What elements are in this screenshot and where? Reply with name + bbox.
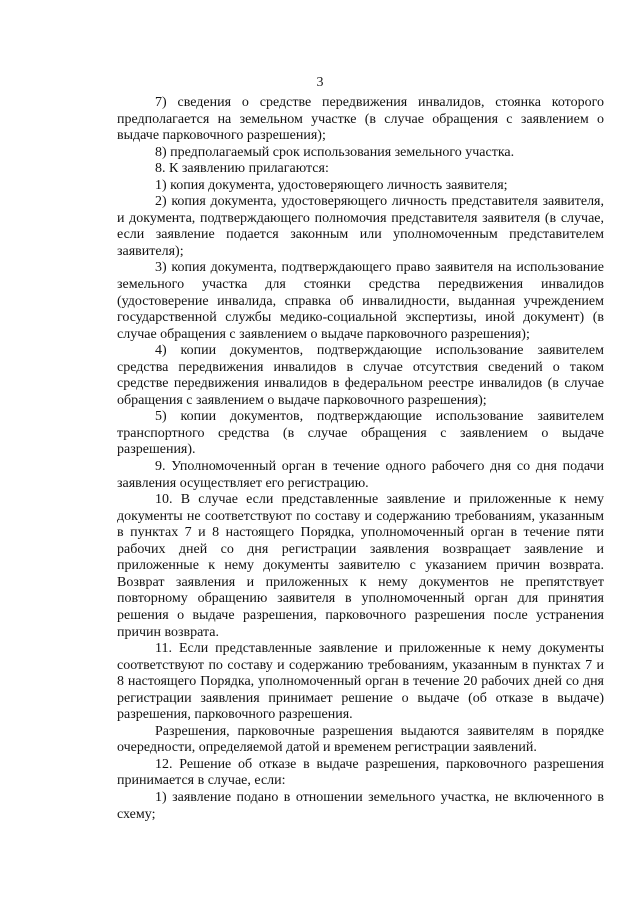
paragraph-section-12: 12. Решение об отказе в выдаче разрешения, парковочного разрешения принимается в случае, если: (117, 756, 604, 789)
paragraph-item-7: 7) сведения о средстве передвижения инвалидов, стоянка которого предполагается на земельном участке (в случае обращения с заявлением о выдаче парковочного разрешения); (117, 95, 604, 144)
paragraph-section-11: 11. Если представленные заявление и приложенные к нему документы соответствуют по составу и содержанию требованиям, указанным в пунктах 7 и 8 настоящего Порядка, уполномоченный орган в течение 20 рабочих дней со дня регистрации заявления принимает решение о выдаче (об отказе в выдаче) разрешения, парковочного разрешения. (117, 641, 604, 723)
paragraph-refusal-1: 1) заявление подано в отношении земельного участка, не включенного в схему; (117, 789, 604, 822)
paragraph-permits-issuance: Разрешения, парковочные разрешения выдаются заявителям в порядке очередности, определяемой датой и временем регистрации заявлений. (117, 723, 604, 756)
paragraph-attachment-1: 1) копия документа, удостоверяющего личность заявителя; (155, 177, 508, 193)
paragraph-attachment-3: 3) копия документа, подтверждающего право заявителя на использование земельного участка для стоянки средства передвижения инвалидов (удостоверение инвалида, справка об инвалидности, выданная учреждением государственной службы медико-социальной экспертизы, иной документ) (в случае обращения с заявлением о выдаче парковочного разрешения); (117, 260, 604, 342)
paragraph-section-9: 9. Уполномоченный орган в течение одного рабочего дня со дня подачи заявления осуществляет его регистрацию. (117, 459, 604, 491)
page-number: 3 (316, 75, 324, 90)
paragraph-item-8: 8) предполагаемый срок использования земельного участка. (155, 144, 515, 160)
paragraph-section-8-heading: 8. К заявлению прилагаются: (155, 161, 329, 177)
paragraph-section-10: 10. В случае если представленные заявление и приложенные к нему документы не соответствуют по составу и содержанию требованиям, указанным в пунктах 7 и 8 настоящего Порядка, уполномоченный орган в течение пяти рабочих дней со дня регистрации заявления возвращает заявление и приложенные к нему документы заявителю с указанием причин возврата. Возврат заявления и приложенных к нему документов не препятствует повторному обращению заявителя в уполномоченный орган для принятия решения о выдаче разрешения, парковочного разрешения после устранения причин возврата. (117, 492, 604, 640)
paragraph-attachment-2: 2) копия документа, удостоверяющего личность представителя заявителя, и документа, подтверждающего полномочия представителя заявителя (в случае, если заявление подается законным или уполномоченным представителем заявителя); (117, 194, 604, 259)
paragraph-attachment-5: 5) копии документов, подтверждающие использование заявителем транспортного средства (в случае обращения с заявлением о выдаче разрешения). (117, 409, 604, 458)
paragraph-attachment-4: 4) копии документов, подтверждающие использование заявителем средства передвижения инвалидов в случае отсутствия сведений о таком средстве передвижения инвалидов в федеральном реестре инвалидов (в случае обращения с заявлением о выдаче парковочного разрешения); (117, 343, 604, 408)
document-body (117, 95, 604, 823)
